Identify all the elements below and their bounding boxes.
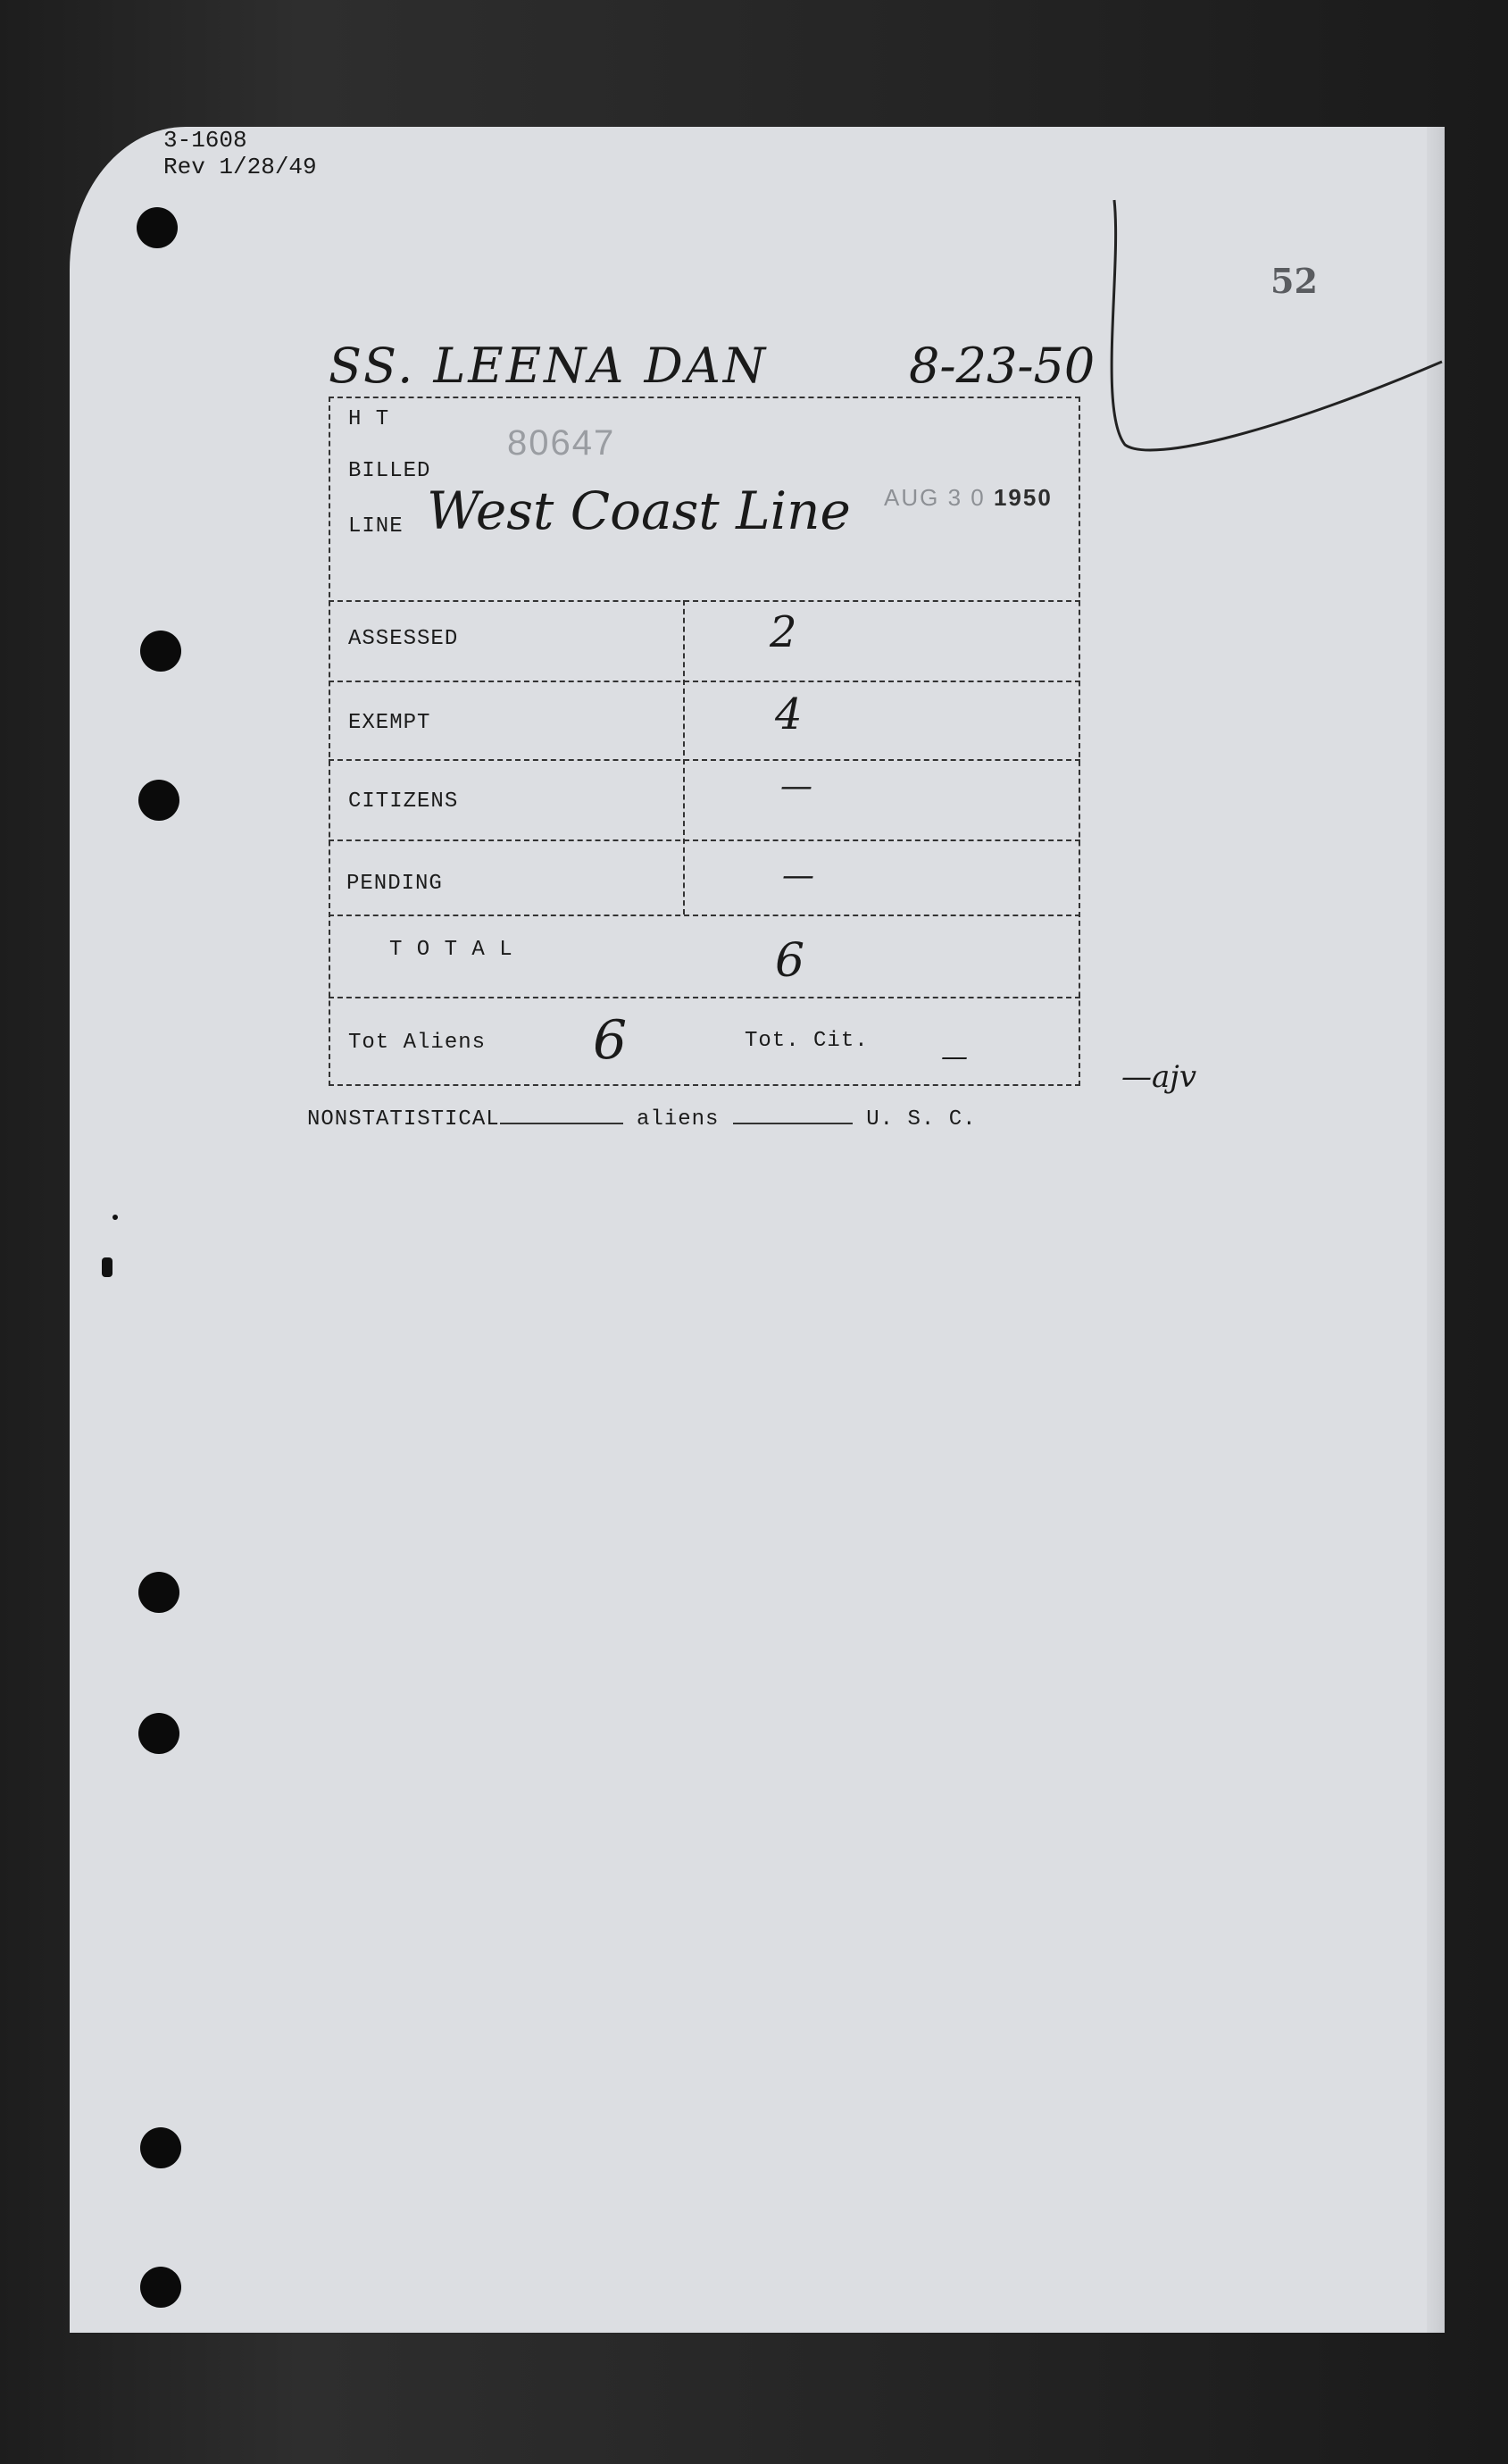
binder-hole — [138, 1572, 179, 1613]
binder-hole — [140, 2127, 181, 2168]
tot-cit-value: — — [941, 1041, 968, 1073]
pending-value: — — [782, 857, 814, 894]
binder-hole — [137, 207, 178, 248]
margin-curve-mark — [1089, 196, 1446, 464]
citizens-value: — — [780, 768, 812, 805]
scan-speck — [112, 1215, 118, 1220]
assessed-label: ASSESSED — [348, 627, 459, 651]
form-revision: Rev 1/28/49 — [163, 154, 317, 180]
binder-hole — [138, 1713, 179, 1754]
line-value: West Coast Line — [427, 480, 851, 541]
record-date: 8-23-50 — [909, 338, 1096, 394]
total-label: T O T A L — [389, 938, 513, 962]
table-divider — [329, 600, 1080, 602]
nonstatistical-line — [307, 1107, 977, 1132]
assessed-value: 2 — [770, 607, 797, 657]
scan-speck — [102, 1257, 112, 1277]
usc-blank — [733, 1123, 853, 1124]
nonstatistical-blank — [500, 1123, 623, 1124]
table-divider — [329, 681, 1080, 682]
table-divider — [329, 759, 1080, 761]
binder-hole — [140, 2267, 181, 2308]
table-divider — [329, 997, 1080, 998]
exempt-label: EXEMPT — [348, 711, 431, 735]
form-number: 3-1608 — [163, 127, 247, 154]
tot-cit-label: Tot. Cit. — [745, 1029, 869, 1053]
pending-label: PENDING — [346, 872, 443, 896]
usc-label: U. S. C. — [866, 1107, 977, 1132]
vessel-name: SS. LEENA DAN — [329, 338, 769, 394]
ht-label: H T — [348, 407, 390, 431]
ht-number: 80647 — [507, 423, 616, 463]
aliens-label: aliens — [637, 1107, 720, 1132]
citizens-label: CITIZENS — [348, 789, 459, 814]
total-value: 6 — [775, 934, 805, 988]
binder-hole — [138, 780, 179, 821]
date-stamp — [884, 484, 1053, 512]
billed-label: BILLED — [348, 459, 431, 483]
page-number: 52 — [1271, 261, 1318, 301]
table-divider — [329, 915, 1080, 916]
column-divider — [683, 600, 685, 915]
line-label: LINE — [348, 514, 404, 539]
table-divider — [329, 839, 1080, 841]
binder-hole — [140, 631, 181, 672]
margin-note: —ajv — [1121, 1059, 1197, 1095]
tot-aliens-label: Tot Aliens — [348, 1031, 487, 1055]
exempt-value: 4 — [775, 689, 803, 739]
nonstatistical-label: NONSTATISTICAL — [307, 1107, 500, 1132]
date-stamp-year: 1950 — [993, 484, 1053, 511]
date-stamp-prefix: AUG 3 0 — [884, 484, 986, 511]
tot-aliens-value: 6 — [593, 1009, 628, 1072]
